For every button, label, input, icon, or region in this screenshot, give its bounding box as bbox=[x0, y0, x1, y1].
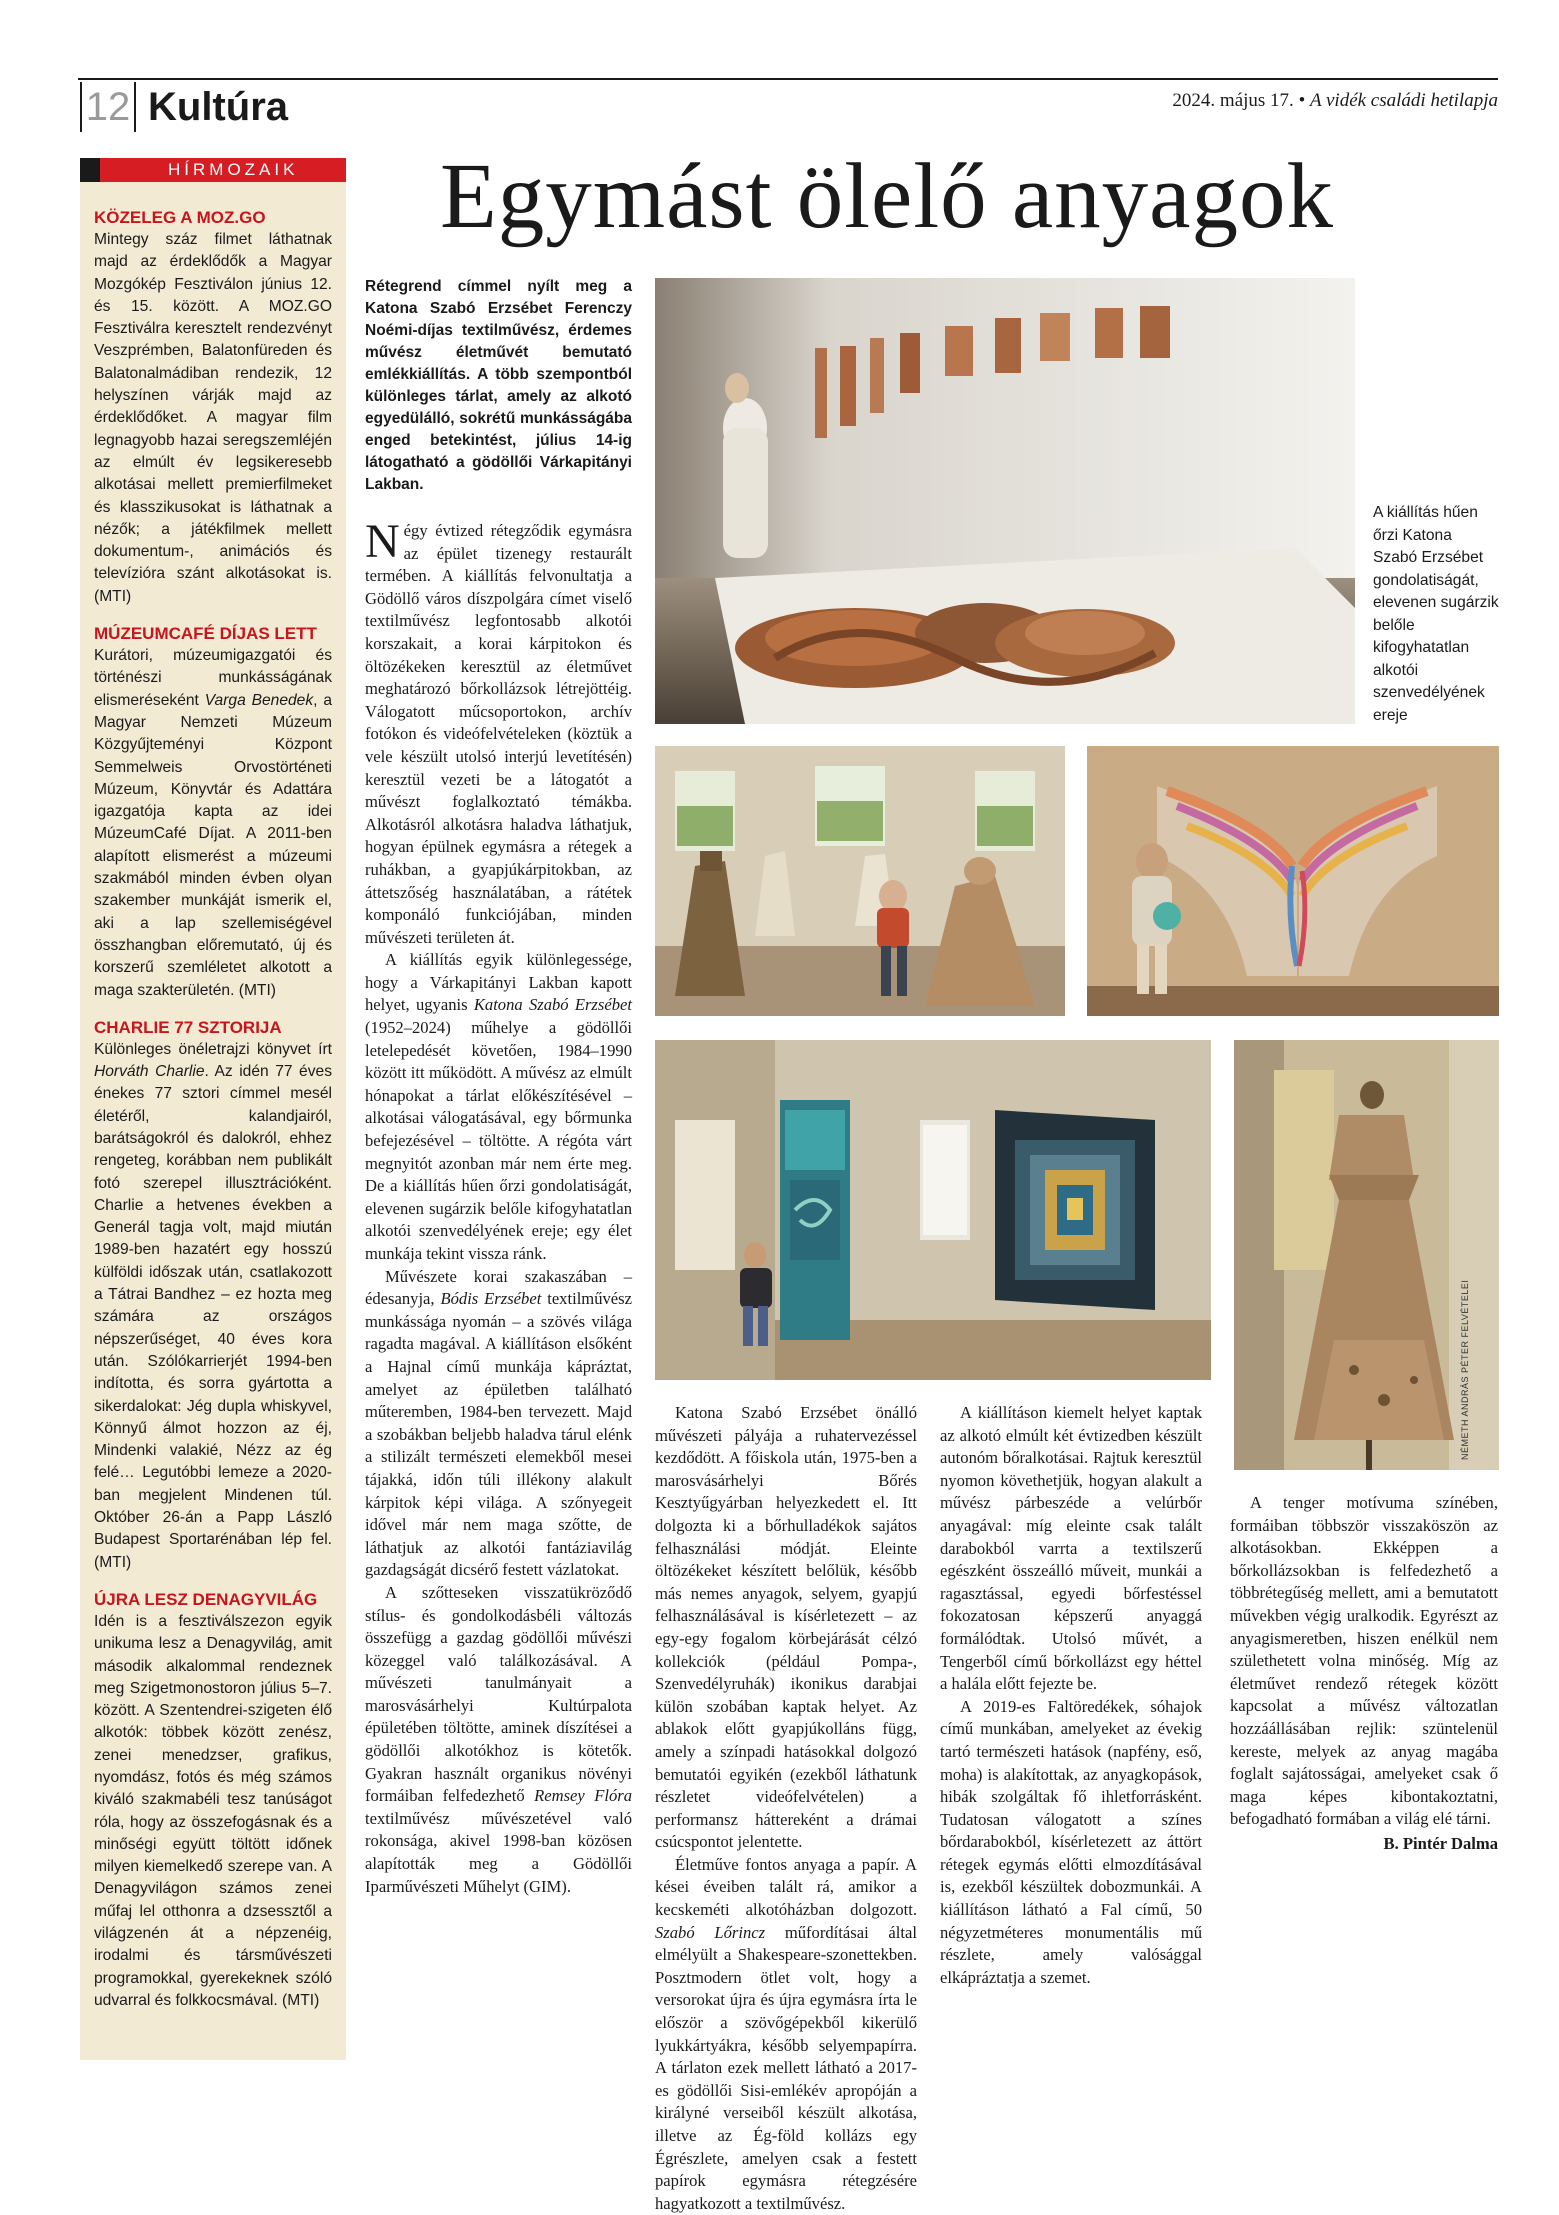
text-run: (1952–2024) műhelye a gödöllői letelepedését követően, 1984–1990 között itt működött. A művész az elmúlt hónapokat a tárlat előkészítésével – alkotásai válogatásával, egy bőrmunka befejezésével – töltötte. A régóta várt megnyitót azonban már nem érte meg. De a kiállítás hűen őrzi gondolatiságát, elevenen sugárzik belőle kifogyhatatlan alkotói szenvedélyének ereje; egy élet munkája tekint vissza ránk. bbox=[365, 1018, 632, 1263]
article-paragraph: A kiállításon kiemelt helyet kaptak az alkotó elmúlt két évtizedben készült autonóm bőralkotásai. Rajtuk keresztül nyomon követhetjük, hogyan alakult a művész párbeszéde a velúrbőr anyagával: míg eleinte csak talált darabokból varrta a textilszerű egészként összeálló műveit, munkái a ragasztással, egyedi bőrfestéssel fokozatosan képszerű anyaggá formálódtak. Utolsó művét, a Tengerből című bőrkollázst egy héttel a halála előtt fejezte be. bbox=[940, 1403, 1202, 1694]
sidebar-tag-label: HÍRMOZAIK bbox=[168, 160, 299, 179]
header-separator: • bbox=[1298, 90, 1306, 111]
article-column-4 bbox=[1230, 1492, 1498, 1856]
person-name: Katona Szabó Erzsébet bbox=[473, 995, 632, 1015]
news-item-body bbox=[94, 1039, 332, 1574]
photo-caption: A kiállítás hűen őrzi Katona Szabó Erzsébet gondolatiságát, elevenen sugárzik belőle kifogyhatatlan alkotói szenvedélyének ereje bbox=[1373, 504, 1499, 724]
photo-blue-tapestry bbox=[655, 1040, 1211, 1380]
photo-dresses-room-image bbox=[655, 746, 1065, 1016]
sidebar-tag bbox=[80, 158, 346, 182]
person-name: Horváth Charlie bbox=[94, 1063, 205, 1081]
article-paragraph bbox=[365, 1582, 632, 1898]
publication-name: A vidék családi hetilapja bbox=[1309, 90, 1498, 111]
text-run: Művészete korai szakaszában – édesanyja, bbox=[365, 1266, 632, 1309]
article-column-3 bbox=[940, 1402, 1202, 1989]
article-paragraph: A 2019-es Faltöredékek, sóhajok című munkában, amelyeket az évekig tartó természeti hatások (napfény, eső, moha) is alakítottak, az anyagkopások, hibák szolgáltak fő ihletforrásként. Tudatosan válogatott a színes bőrdarabokból, kísérletezett az áttört rétegek egymás előtti elmozdításával is, ezekből készültek dobozmunkái. A kiállításon látható a Fal című, 50 négyzetméteres monumentális mű részlete, amely valósággal elkápráztatja a szemet. bbox=[940, 1696, 1202, 1987]
article-byline: B. Pintér Dalma bbox=[1383, 1833, 1498, 1853]
article-headline: Egymást ölelő anyagok bbox=[440, 145, 1334, 248]
text-run: textilművész művészetével való rokonsága, akivel 1998-ban közösen alapították meg a Gödöllői Iparművészeti Műhelyt (GIM). bbox=[365, 1808, 632, 1896]
article-paragraph: A tenger motívuma színében, formáiban többször visszaköszön az alkotásokban. Ekképpen a bőrkollázsokban is felfedezhető a többrétegűség mellett, ami a bemutatott művekben végig uralkodik. Egyrészt az anyagismeretben, hiszen enélkül nem születhetett volna minőség. Míg az életművet rendező rétegek között kapcsolat a művész változatlan hozzáállásában rejlik: szüntelenül kereste, melyek az anyag magába foglalt sajátosságai, amelyeket csak ő maga képes kibontakoztatni, befogadható formában a világ elé tárni. bbox=[1230, 1493, 1498, 1829]
text-run: Életműve fontos anyaga a papír. A kései éveiben talált rá, amikor a kecskeméti alkotóházban dolgozott. bbox=[655, 1854, 917, 1920]
article-paragraph bbox=[655, 1854, 917, 2215]
sidebar-tag-marker bbox=[80, 158, 100, 182]
photo-leather-strips bbox=[655, 278, 1355, 724]
person-name: Varga Benedek bbox=[204, 691, 314, 709]
photo-dresses-room bbox=[655, 746, 1065, 1016]
person-name: Remsey Flóra bbox=[534, 1786, 632, 1806]
text-run: Különleges önéletrajzi könyvet írt bbox=[94, 1040, 332, 1058]
news-item-title: MÚZEUMCAFÉ DÍJAS LETT bbox=[94, 624, 317, 644]
photo-wings-artwork bbox=[1087, 746, 1499, 1016]
drop-cap: N bbox=[365, 515, 400, 568]
news-item bbox=[94, 1016, 332, 1574]
article-lead: Rétegrend címmel nyílt meg a Katona Szabó Erzsébet Ferenczy Noémi-díjas textilművész, érdemes művész életművét bemutató emlékkiállítás. A több szempontból különleges tárlat, amely az alkotó egyedülálló, sokrétű munkásságába enged betekintést, július 14-ig látogatható a gödöllői Várkapitányi Lakban. bbox=[365, 278, 632, 493]
article-paragraph bbox=[365, 949, 632, 1265]
photo-credit: NÉMETH ANDRÁS PÉTER FELVÉTELEI bbox=[1460, 1279, 1470, 1460]
news-item bbox=[94, 622, 332, 1002]
header-meta bbox=[1172, 90, 1498, 112]
article-paragraph bbox=[365, 515, 632, 949]
article-paragraph: Katona Szabó Erzsébet önálló művészeti pályája a ruhatervezéssel kezdődött. A főiskola után, 1975-ben a marosvásárhelyi Bőrés Kesztyűgyárban helyezkedett el. Itt dolgozta ki a bőrhulladékok sajátos felhasználási módját. Eleinte öltözékeket készített belőlük, később más nemes anyagok, selyem, gyapjú felhasználásával is kísérletezett – az egy-egy fogalom körbejárását célzó kollekciók (például Pompa-, Szenvedélyruhák) ikonikus darabjai külön szobában kaptak helyet. Az ablakok előtt gyapjúkolláns függ, amely a színpadi hatásokkal dolgozó bemutatói egyikén (ezekből láthatunk részletet videófelvételen) a performansz háttereként a drámai csúcspontot jelentette. bbox=[655, 1403, 917, 1852]
article-column-1 bbox=[365, 515, 632, 1898]
section-title: Kultúra bbox=[148, 85, 288, 129]
text-run: műfordításai által elmélyült a Shakespeare-szonettekben. Posztmodern ötlet volt, hogy a versorokat újra és újra egymásra írta le először a szövőgépekből kikerülő lyukkártyákra, később selyempapírra. A tárlaton ezek mellett látható a 2017-es gödöllői Sisi-emlékév apropóján a királyné verseiből készült alkotása, illetve az Ég-föld kollázs egy Égrészlete, amelyen csak a festett papírok egymásra rétegzésére hagyatkozott a textilművész. bbox=[655, 1922, 917, 2213]
person-name: Szabó Lőrincz bbox=[655, 1922, 766, 1942]
text-run: Kurátori, múzeumigazgatói és történészi munkásságának elismeréseként bbox=[94, 647, 332, 709]
text-run: , a Magyar Nemzeti Múzeum Közgyűjteményi Központ Semmelweis Orvostörténeti Múzeum, Könyvtár és Adattára igazgatója kapta az idei MúzeumCafé Díjat. A 2011-ben alapított elismerést a múzeumi szakmából minden évben olyan szakember munkáját ismerik el, aki a lap szellemiségével összhangban előremutató, új és korszerű szemléletet alkotott a maga szakterületén. (MTI) bbox=[94, 691, 332, 999]
sidebar-content bbox=[94, 206, 332, 2026]
news-item-body bbox=[94, 645, 332, 1002]
text-run: . Az idén 77 éves énekes 77 sztori címmel mesél életéről, kalandjairól, barátságokról és dalokról, ehhez rengeteg, korábban nem publikált fotó szerepel illusztrációként. Charlie a hetvenes években a Generál tagja volt, majd miután 1989-ben hazatért egy hosszú külföldi időszak után, csatlakozott a Tátrai Bandhez – ez hozta meg számára az országos népszerűséget, 40 éves kora után. Szólókarrierjét 1994-ben indította, és sorra gyártotta a sikerdalokat: Jég dupla whiskyvel, Könnyű álmot hozzon az éj, Mindenki valakié, Nézz az ég felé… Legutóbbi lemeze a 2020-ban megjelent Mindenen túl. Október 26-án a Papp László Budapest Sportarénában lép fel. (MTI) bbox=[94, 1063, 332, 1571]
news-item bbox=[94, 1588, 332, 2012]
photo-wings-artwork-image bbox=[1087, 746, 1499, 1016]
issue-date: 2024. május 17. bbox=[1172, 90, 1294, 111]
text-run: A szőtteseken visszatükröződő stílus- és gondolkodásbéli változás összefügg a gazdag gödöllői művészi közeggel való találkozásával. A művészeti tanulmányait a marosvásárhelyi Kultúrpalota épületében töltötte, aminek díszítései a gödöllői alkotókhoz is kötetők. Gyakran használt organikus növényi formáiban felfedezhető bbox=[365, 1582, 632, 1806]
news-item-title: CHARLIE 77 SZTORIJA bbox=[94, 1017, 282, 1037]
text-run: égy évtized rétegződik egymásra az épület tizenegy restaurált termében. A kiállítás felvonultatja a Gödöllő város díszpolgára címet viselő textilművész legfontosabb alkotói korszakait, a korai kárpitokon és öltözékeken keresztül az életművet meghatározó bőrkollázsok létrejöttéig. Válogatott műcsoportokon, archív fotókon és videófelvételeken (köztük a vele készült utolsó interjú levetítésén) keresztül vezeti be a látogatót a művészt foglalkoztató témákba. Alkotásról alkotásra haladva láthatjuk, hogyan épülnek egymásra a rétegek a ruhákban, a gyapjúkárpitokban, az áttetszőség használatában, a rátétek komponáló funkciójában, minden művészeti területen át. bbox=[365, 521, 632, 947]
person-name: Bódis Erzsébet bbox=[440, 1289, 542, 1309]
news-item-body: Mintegy száz filmet láthatnak majd az érdeklődők a Magyar Mozgókép Fesztiválon június 12. és 15. között. A MOZ.GO Fesztiválra keresztelt rendezvényt Veszprémben, Balatonfüreden és Balatonalmádiban rendezik, 12 helyszínen várják majd az érdeklődőket. A magyar film legnagyobb hazai seregszemléjén az elmúlt év legsikeresebb alkotásai mellett premierfilmeket és klasszikusokat is láthatnak a nézők; a játékfilmek mellett dokumentum-, animációs és televízióra szánt alkotásokat is. (MTI) bbox=[94, 231, 332, 605]
top-rule bbox=[78, 78, 1498, 80]
article-paragraph bbox=[365, 1266, 632, 1582]
text-run: A kiállítás egyik különlegessége, hogy a Várkapitányi Lakban kapott helyet, ugyanis bbox=[365, 950, 632, 1015]
news-item-body: Idén is a fesztiválszezon egyik unikuma lesz a Denagyvilág, amit második alkalommal rendeznek meg Szigetmonostoron július 5–7. között. A Szentendrei-szigeten élő alkotók: többek között zenész, zenei menedzser, grafikus, nyomdász, fotós és még számos kiváló szakmabéli tesz tanúságot róla, hogy az összefogásnak és a minőségi együtt töltött időnek milyen kiemelkedő szerepe van. A Denagyvilágon számos zenei műfaj lel otthonra a dzsessztől a világzenén át a népzenéig, irodalmi és társművészeti programokkal, gyerekeknek szóló udvarral és folkkocsmával. (MTI) bbox=[94, 1612, 332, 2009]
page-number: 12 bbox=[80, 82, 136, 132]
article-column-2 bbox=[655, 1402, 917, 2215]
news-item-title: ÚJRA LESZ DENAGYVILÁG bbox=[94, 1589, 318, 1609]
text-run: textilművész munkássága nyomán – a szövés világa ragadta magával. A kiállításon elsőként a Hajnal című munkája kápráztat, amelyet az épületben található műteremben, 1984-ben tervezett. Majd a szobákban beljebb haladva tárul elénk a stilizált természeti elemekből mesei tájakká, időn túli illékony alakult kárpitok képi világa. A szőnyegeit idővel már nem maga szőtte, de láthatjuk az alkotói fantáziavilág gazdagságát dicsérő festett vázlatokat. bbox=[365, 1289, 632, 1580]
news-item-title: KÖZELEG A MOZ.GO bbox=[94, 208, 266, 227]
photo-leather-strips-image bbox=[655, 278, 1355, 724]
news-item bbox=[94, 206, 332, 608]
photo-blue-tapestry-image bbox=[655, 1040, 1211, 1380]
